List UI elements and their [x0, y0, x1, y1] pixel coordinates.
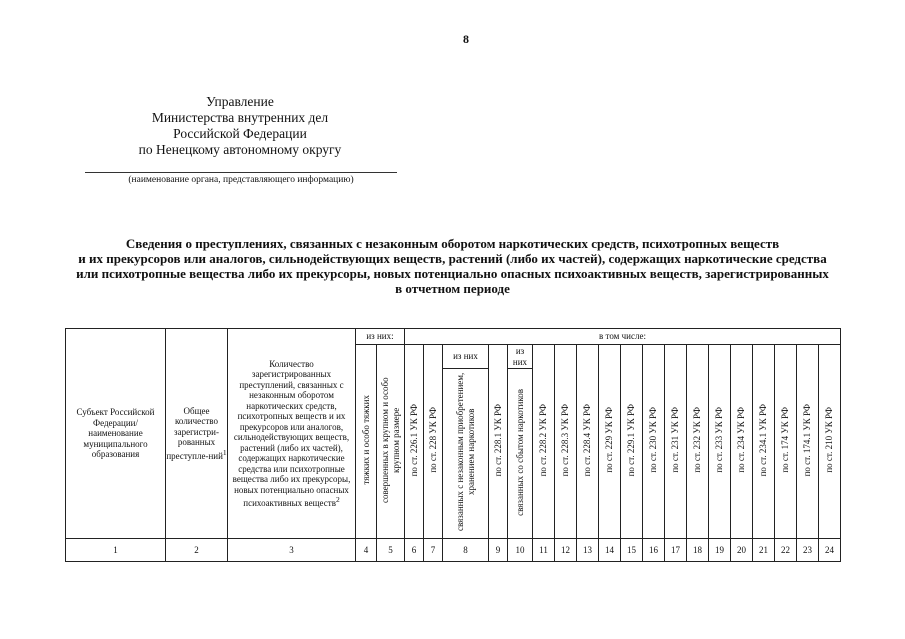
title-line: Сведения о преступлениях, связанных с незаконным оборотом наркотических средств, психотропных веществ: [125, 236, 780, 251]
header-c19: [709, 345, 731, 539]
header-c9: [489, 345, 508, 539]
col-number: 14: [599, 539, 621, 562]
col-number: 7: [424, 539, 443, 562]
header-c14: [599, 345, 621, 539]
header-c21: [753, 345, 775, 539]
header-c9-text: по ст. 228.1 УК РФ: [492, 404, 503, 477]
header-c21-text: по ст. 234.1 УК РФ: [758, 404, 768, 477]
col-number: 8: [443, 539, 489, 562]
col-number: 24: [819, 539, 841, 562]
header-c15: [621, 345, 643, 539]
col-number: 6: [405, 539, 424, 562]
header-iz-nih-8: [443, 345, 489, 369]
header-total-text: Общее количество зарегистри-рованных преступле-ний: [166, 405, 223, 461]
col-number: 4: [356, 539, 377, 562]
footnote-mark: 1: [222, 447, 227, 457]
col-number: 20: [731, 539, 753, 562]
org-line: по Ненецкому автономному округу: [138, 142, 342, 157]
header-c13-text: по ст. 228.4 УК РФ: [582, 404, 592, 477]
header-c18: [687, 345, 709, 539]
header-iz-nih-text: из них:: [366, 331, 394, 342]
header-c22-text: по ст. 174 УК РФ: [780, 407, 790, 474]
footnote-mark: 2: [335, 495, 340, 504]
header-subject: [66, 329, 166, 539]
document-title: [60, 236, 845, 296]
col-number: 21: [753, 539, 775, 562]
header-c11: [533, 345, 555, 539]
title-line: в отчетном периоде: [395, 281, 510, 296]
col-number: 15: [621, 539, 643, 562]
header-c18-text: по ст. 232 УК РФ: [692, 407, 702, 474]
header-c13: [577, 345, 599, 539]
header-c24: [819, 345, 841, 539]
header-drug-crimes: [228, 329, 356, 539]
header-c5: [377, 345, 405, 539]
header-c23: [797, 345, 819, 539]
col-number: 1: [66, 539, 166, 562]
header-c15-text: по ст. 229.1 УК РФ: [626, 404, 636, 477]
header-subject-text: Субъект Российской Федерации/ наименование муниципального образования: [76, 407, 155, 460]
col-number: 10: [508, 539, 533, 562]
header-c12-text: по ст. 228.3 УК РФ: [560, 404, 570, 477]
header-c5-text: совершенных в крупном и особо крупном размере: [379, 377, 401, 504]
col-number: 9: [489, 539, 508, 562]
col-number: 2: [166, 539, 228, 562]
org-line: Управление: [206, 94, 274, 109]
col-number: 19: [709, 539, 731, 562]
header-c20: [731, 345, 753, 539]
org-line: Министерства внутренних дел: [151, 110, 329, 125]
header-iz-nih: [356, 329, 405, 345]
header-c14-text: по ст. 229 УК РФ: [604, 407, 614, 474]
header-c17: [665, 345, 687, 539]
signature-line: [85, 172, 397, 173]
header-iz-nih-10-text: из них: [512, 346, 528, 367]
header-c16: [643, 345, 665, 539]
org-line: Российской Федерации: [173, 126, 307, 141]
header-total: [166, 329, 228, 539]
header-c12: [555, 345, 577, 539]
col-number: 3: [228, 539, 356, 562]
header-c23-text: по ст. 174.1 УК РФ: [802, 404, 812, 477]
page-number: 8: [463, 32, 469, 46]
header-v-tom-chisle: [405, 329, 841, 345]
header-iz-nih-10: [508, 345, 533, 369]
col-number: 22: [775, 539, 797, 562]
header-c6: [405, 345, 424, 539]
column-number-row: [66, 539, 841, 562]
header-c10-text: связанных со сбытом наркотиков: [514, 388, 525, 516]
col-number: 23: [797, 539, 819, 562]
col-number: 11: [533, 539, 555, 562]
header-c8-text: связанных с незаконным приобретением, хранением наркотиков: [454, 373, 476, 532]
header-c7: [424, 345, 443, 539]
header-c7-text: по ст. 228 УК РФ: [427, 407, 438, 474]
header-c11-text: по ст. 228.2 УК РФ: [538, 404, 548, 477]
col-number: 17: [665, 539, 687, 562]
header-v-tom-chisle-text: в том числе:: [599, 331, 646, 342]
org-caption: (наименование органа, представляющего информацию): [128, 175, 354, 185]
col-number: 5: [377, 539, 405, 562]
col-number: 13: [577, 539, 599, 562]
col-number: 16: [643, 539, 665, 562]
title-line: и их прекурсоров или аналогов, сильнодействующих веществ, растений (либо их частей), содержащих наркотические средства: [78, 251, 827, 266]
header-c4: [356, 345, 377, 539]
header-c10: [508, 369, 533, 539]
header-c6-text: по ст. 226.1 УК РФ: [408, 404, 419, 477]
title-line: или психотропные вещества либо их прекурсоры, новых потенциально опасных психоактивных веществ, зарегистрированных: [76, 266, 829, 281]
col-number: 18: [687, 539, 709, 562]
header-iz-nih-8-text: из них: [453, 351, 478, 362]
header-c19-text: по ст. 233 УК РФ: [714, 407, 724, 474]
header-c17-text: по ст. 231 УК РФ: [670, 407, 680, 474]
header-c4-text: тяжких и особо тяжких: [360, 395, 371, 486]
header-drug-crimes-text: Количество зарегистрированных преступлений, связанных с незаконным оборотом наркотических средств, психотропных веществ и их прекурсоров или аналогов, сильнодействующих веществ, растений (либо их частей), содержащих наркотические средства или психотропные вещества либо их прекурсоры, новых потенциально опасных психоактивных веществ: [232, 358, 351, 508]
header-c24-text: по ст. 210 УК РФ: [824, 407, 834, 474]
header-c22: [775, 345, 797, 539]
crime-statistics-table: [65, 328, 841, 562]
organization-name: [80, 94, 400, 158]
col-number: 12: [555, 539, 577, 562]
header-c8: [443, 369, 489, 539]
header-c16-text: по ст. 230 УК РФ: [648, 407, 658, 474]
header-c20-text: по ст. 234 УК РФ: [736, 407, 746, 474]
